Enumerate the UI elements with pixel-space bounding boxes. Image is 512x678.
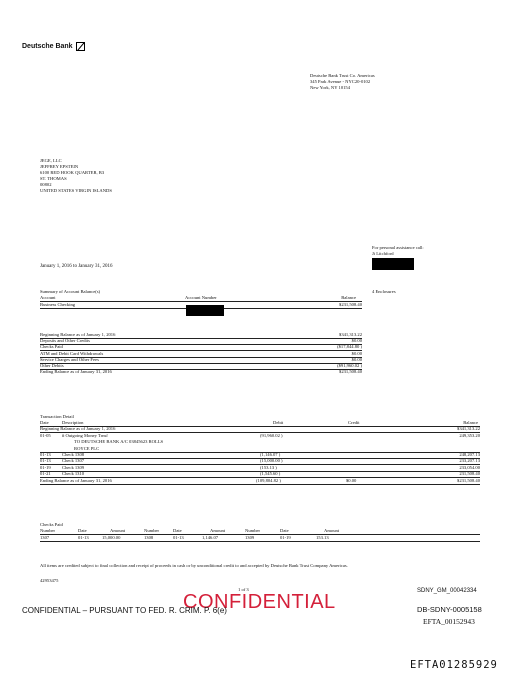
client-address-line: UNITED STATES VIRGIN ISLANDS bbox=[40, 188, 112, 193]
checks-paid-header: Date bbox=[280, 528, 289, 534]
transaction-header-date: Date bbox=[40, 420, 49, 425]
transaction-debit: (1,545.60 ) bbox=[260, 471, 281, 477]
balance-line-label: Checks Paid bbox=[40, 344, 63, 350]
transaction-date: 01-13 bbox=[40, 452, 51, 457]
checks-paid-header: Number bbox=[245, 528, 261, 534]
transaction-debit: (91,960.02 ) bbox=[260, 432, 283, 438]
summary-header-account: Account bbox=[40, 295, 56, 300]
transaction-description: Check 1310 bbox=[62, 471, 85, 477]
client-address bbox=[40, 158, 112, 194]
transaction-ending-debit: (109,804.82 ) bbox=[256, 477, 281, 483]
statement-period: January 1, 2016 to January 31, 2016 bbox=[40, 264, 113, 269]
checks-paid-cell: 1307 bbox=[40, 534, 50, 540]
transaction-debit: (1,146.07 ) bbox=[260, 452, 281, 457]
client-address-line: 00802 bbox=[40, 182, 52, 187]
bank-address-line: 345 Park Avenue - NYC20-0102 bbox=[310, 79, 371, 84]
checks-paid-cell: 1,146.07 bbox=[202, 534, 219, 540]
balance-line-label: Ending Balance as of January 31, 2016 bbox=[40, 369, 112, 375]
balance-line-value: $341,313.22 bbox=[339, 332, 362, 337]
transaction-description: Check 1309 bbox=[62, 464, 85, 470]
summary-header-account-number: Account Number bbox=[185, 295, 217, 300]
transaction-debit: (15,000.00 ) bbox=[260, 458, 283, 464]
transaction-balance: 233,207.13 bbox=[459, 458, 480, 464]
transaction-description-cont: ROYCE PLC bbox=[74, 445, 100, 451]
transaction-ending-label: Ending Balance as of January 31, 2016 bbox=[40, 477, 112, 483]
redaction-box bbox=[186, 305, 224, 316]
transaction-beginning-balance: $341,313.22 bbox=[457, 426, 480, 432]
transaction-balance: 231,508.40 bbox=[459, 471, 480, 477]
balance-line-label: Service Charges and Other Fees bbox=[40, 356, 99, 362]
document-number: 42953475 bbox=[40, 578, 59, 583]
summary-title: Summary of Account Balance(s) bbox=[40, 289, 101, 294]
checks-paid-cell: 1309 bbox=[245, 534, 255, 540]
checks-paid-header: Amount bbox=[110, 528, 126, 534]
checks-paid-header: Number bbox=[144, 528, 160, 534]
balance-line-label: ATM and Debit Card Withdrawals bbox=[40, 350, 104, 356]
balance-summary bbox=[40, 332, 362, 392]
transaction-beginning-label: Beginning Balance as of January 1, 2016 bbox=[40, 426, 116, 432]
transaction-description: # Outgoing Money Trnsf bbox=[62, 432, 108, 438]
balance-line-value: $231,508.40 bbox=[339, 369, 362, 375]
checks-paid-cell: 01-13 bbox=[78, 534, 89, 540]
sdny-gm-number: SDNY_GM_00042334 bbox=[417, 588, 477, 594]
disclaimer: All items are credited subject to final collection and receipt of proceeds in cash or by unconditional credit to and accepted by Deutsche Bank Trust Company Americas. bbox=[40, 563, 348, 568]
bank-address-line: Deutsche Bank Trust Co. Americas bbox=[310, 73, 375, 78]
transaction-ending-balance: $231,508.40 bbox=[457, 477, 480, 483]
client-address-line: JEFFREY EPSTEIN bbox=[40, 164, 79, 169]
transaction-description: Check 1307 bbox=[62, 458, 85, 464]
checks-paid-title: Checks Paid bbox=[40, 522, 63, 527]
balance-line-label: Deposits and Other Credits bbox=[40, 338, 90, 344]
summary-header-balance: Balance bbox=[341, 295, 356, 300]
transaction-header-credit: Credit bbox=[348, 420, 360, 425]
checks-paid-cell: 153.13 bbox=[316, 534, 329, 540]
redaction-box bbox=[372, 258, 414, 270]
transaction-title: Transaction Detail bbox=[40, 414, 74, 419]
summary-account-name: Business Checking bbox=[40, 301, 76, 307]
bank-logo-text: Deutsche Bank bbox=[22, 43, 73, 50]
balance-line-value: $0.00 bbox=[351, 356, 362, 362]
transaction-date: 01-19 bbox=[40, 464, 51, 470]
transaction-balance: 233,054.00 bbox=[459, 464, 480, 470]
checks-paid-cell: 01-19 bbox=[280, 534, 291, 540]
db-sdny-number: DB-SDNY-0005158 bbox=[417, 605, 482, 614]
assistance-label: For personal assistance call: bbox=[372, 245, 424, 250]
efta-large-number: EFTA01285929 bbox=[410, 659, 498, 671]
client-address-line: JEGE, LLC bbox=[40, 158, 62, 163]
client-address-line: ST. THOMAS bbox=[40, 176, 67, 181]
confidential-stamp: CONFIDENTIAL bbox=[183, 591, 336, 613]
transaction-debit: (153.13 ) bbox=[260, 464, 277, 470]
balance-line-value: ($17,844.80 ) bbox=[337, 344, 362, 350]
enclosures: 4 Enclosures bbox=[372, 289, 396, 294]
assistance-block bbox=[372, 245, 424, 257]
checks-paid-cell: 1308 bbox=[144, 534, 154, 540]
checks-paid bbox=[40, 522, 480, 552]
balance-line-label: Other Debits bbox=[40, 363, 64, 368]
checks-paid-header: Amount bbox=[324, 528, 340, 534]
client-address-line: 6100 RED HOOK QUARTER, B3 bbox=[40, 170, 105, 175]
bank-address-line: New York, NY 10154 bbox=[310, 85, 351, 90]
balance-line-value: $0.00 bbox=[351, 338, 362, 344]
deutsche-bank-slash-box-icon bbox=[76, 42, 85, 51]
bank-logo bbox=[22, 42, 85, 51]
summary-account-balance: $231,508.40 bbox=[339, 301, 362, 307]
transaction-date: 01-21 bbox=[40, 471, 51, 477]
bank-address bbox=[310, 73, 375, 91]
page-number: 1 of 3 bbox=[238, 587, 249, 592]
transaction-description-cont: TO DEUTSCHE BANK A/C 03845623 ROLLS bbox=[74, 439, 164, 445]
transaction-description: Check 1308 bbox=[62, 452, 85, 457]
checks-paid-cell: 01-13 bbox=[173, 534, 184, 540]
checks-paid-header: Date bbox=[173, 528, 182, 534]
transaction-header-description: Description bbox=[62, 420, 84, 425]
balance-line-label: Beginning Balance as of January 1, 2016 bbox=[40, 332, 116, 337]
confidential-notice: CONFIDENTIAL – PURSUANT TO FED. R. CRIM. P. 6(e) bbox=[22, 606, 227, 615]
transaction-detail bbox=[40, 414, 480, 514]
transaction-date: 01-05 bbox=[40, 432, 51, 438]
transaction-header-debit: Debit bbox=[273, 420, 284, 425]
checks-paid-cell: 15,000.00 bbox=[102, 534, 121, 540]
checks-paid-header: Number bbox=[40, 528, 56, 534]
checks-paid-header: Date bbox=[78, 528, 87, 534]
assistance-contact: Ji Litchford bbox=[372, 251, 394, 256]
transaction-date: 01-13 bbox=[40, 458, 51, 464]
transaction-ending-credit: $0.00 bbox=[346, 477, 357, 483]
checks-paid-header: Amount bbox=[210, 528, 226, 534]
balance-line-value: $0.00 bbox=[351, 350, 362, 356]
transaction-header-balance: Balance bbox=[463, 420, 478, 425]
transaction-balance: 249,353.20 bbox=[459, 432, 480, 438]
balance-line-value: ($91,960.02 ) bbox=[337, 363, 362, 368]
transaction-balance: 248,207.13 bbox=[459, 452, 480, 457]
efta-small-number: EFTA_00152943 bbox=[423, 617, 475, 626]
